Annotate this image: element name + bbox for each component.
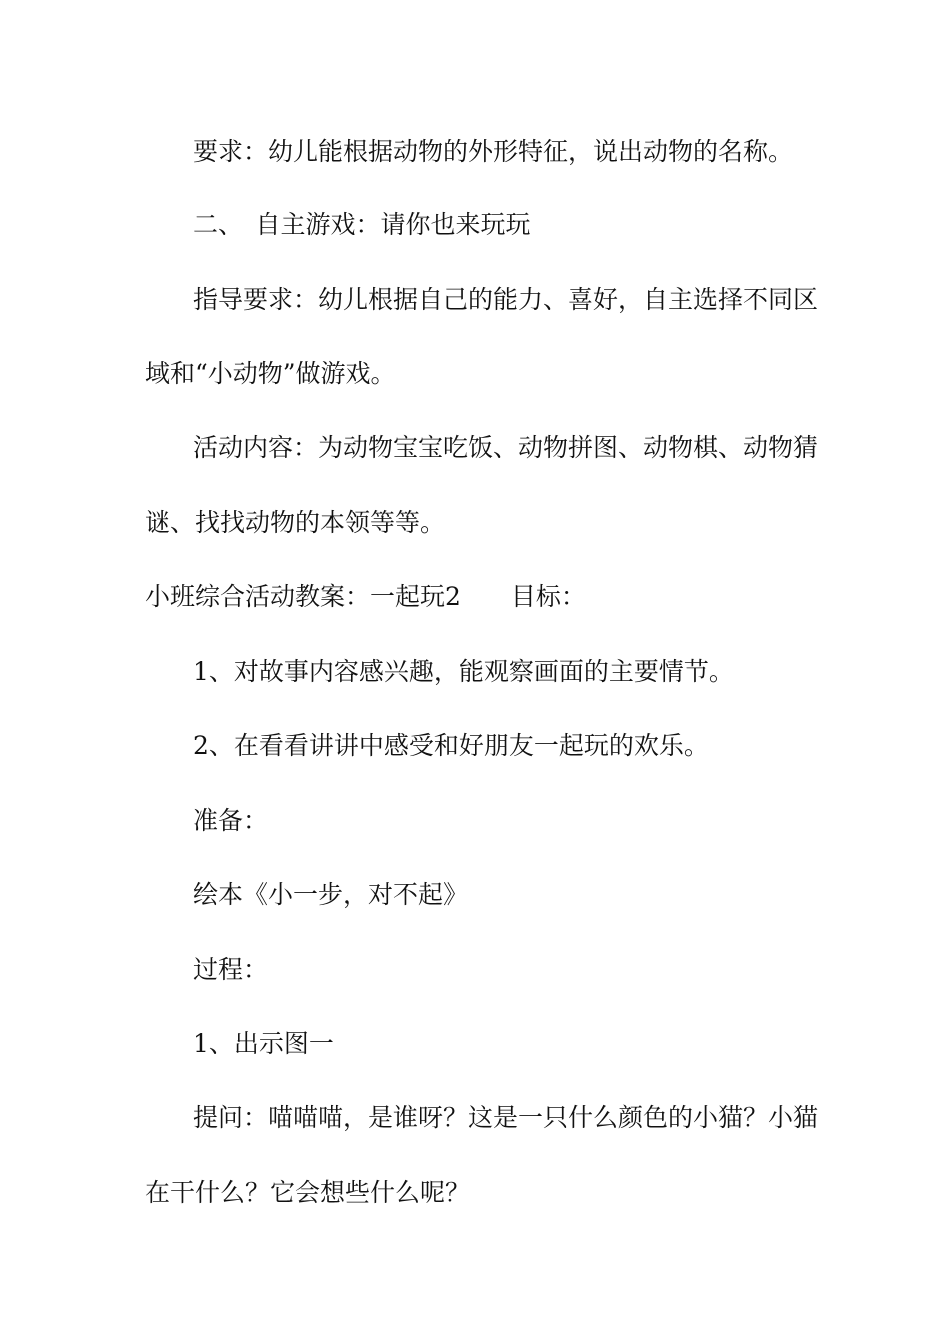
paragraph-activity-content-line-2: 谜、找找动物的本领等等。 [145, 508, 446, 537]
question-line-1: 提问：喵喵喵，是谁呀？这是一只什么颜色的小猫？小猫 [193, 1103, 819, 1132]
process-step-1: 1、出示图一 [193, 1029, 334, 1058]
paragraph-guidance-line-2: 域和“小动物”做游戏。 [145, 359, 396, 388]
section-heading-free-play: 二、 自主游戏：请你也来玩玩 [193, 210, 531, 239]
goal-item-1: 1、对故事内容感兴趣，能观察画面的主要情节。 [193, 657, 734, 686]
preparation-heading: 准备： [193, 806, 269, 835]
preparation-item: 绘本《小一步，对不起》 [193, 880, 469, 909]
goal-item-2: 2、在看看讲讲中感受和好朋友一起玩的欢乐。 [193, 731, 709, 760]
lesson-plan-title: 小班综合活动教案：一起玩2 目标： [145, 582, 586, 611]
question-line-2: 在干什么？它会想些什么呢？ [145, 1178, 471, 1207]
process-heading: 过程： [193, 955, 269, 984]
paragraph-requirement: 要求：幼儿能根据动物的外形特征，说出动物的名称。 [193, 137, 794, 166]
paragraph-guidance-line-1: 指导要求：幼儿根据自己的能力、喜好，自主选择不同区 [193, 285, 819, 314]
paragraph-activity-content-line-1: 活动内容：为动物宝宝吃饭、动物拼图、动物棋、动物猜 [193, 433, 819, 462]
